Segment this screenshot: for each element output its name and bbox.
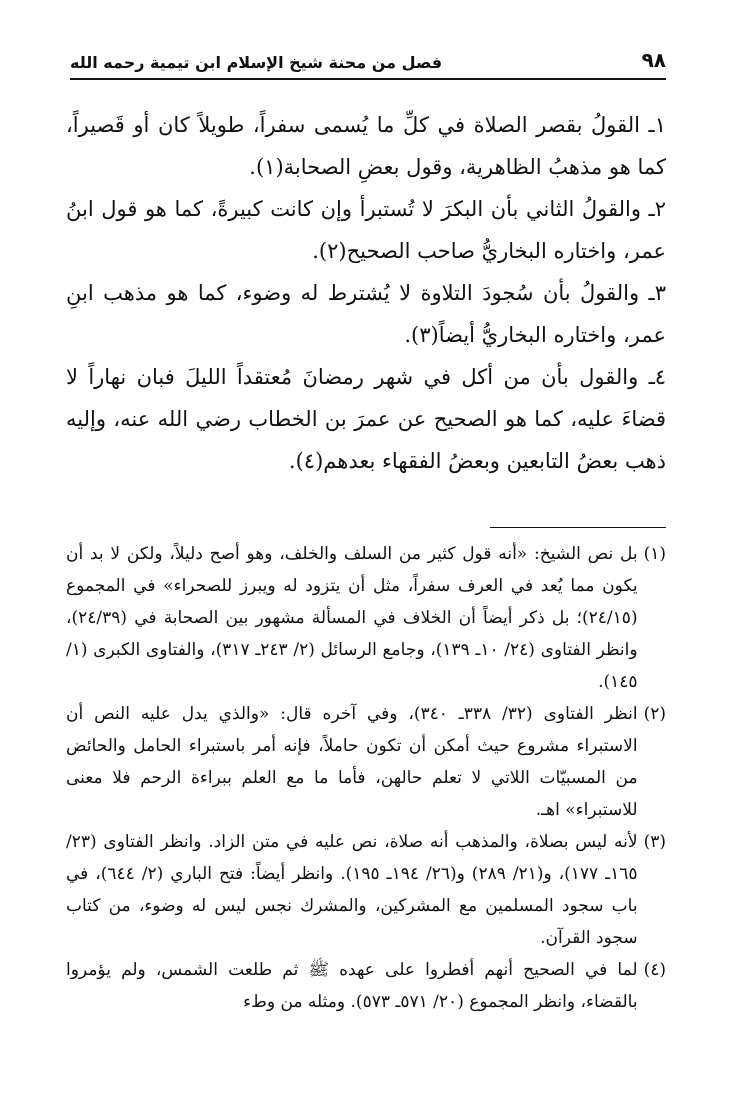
paragraph: ٣ـ والقولُ بأن سُجودَ التلاوة لا يُشترط له وضوء، كما هو مذهب ابنِ عمر، واختاره البخاريُّ أيضاً(٣). <box>66 281 666 347</box>
footnote <box>66 698 666 826</box>
footnote-text: لأنه ليس بصلاة، والمذهب أنه صلاة، نص عليه في متن الزاد. وانظر الفتاوى (٢٣/ ١٦٥ـ ١٧٧)، و(٢١/ ٢٨٩) و(٢٦/ ١٩٤ـ ١٩٥). وانظر أيضاً: فتح الباري (٢/ ٦٤٤)، في باب سجود المسلمين مع المشركين، والمشرك نجس ليس له وضوء، من كتاب سجود القرآن. <box>66 832 638 948</box>
footnote-text: انظر الفتاوى (٣٢/ ٣٣٨ـ ٣٤٠)، وفي آخره قال: «والذي يدل عليه النص أن الاستبراء مشروع حيث أمكن أن تكون حاملاً، فإنه أمر باستبراء الحامل والحائض من المسبيّات اللاتي لا تعلم حالهن، فأما ما مع العلم ببراءة الرحم فلا معنى للاستبراء» اهـ. <box>66 704 638 820</box>
footnote-text: لما في الصحيح أنهم أفطروا على عهده ﷺ ثم طلعت الشمس، ولم يؤمروا بالقضاء، وانظر المجموع (٢٠/ ٥٧١ـ ٥٧٣). ومثله من وطء <box>66 960 638 1012</box>
footnote <box>66 954 666 1018</box>
page-number: ٩٨ <box>641 48 666 72</box>
footnote-number: (٢) <box>643 704 666 724</box>
paragraph: ٢ـ والقولُ الثاني بأن البكرَ لا تُستبرأ وإن كانت كبيرةً، كما هو قول ابنُ عمر، واختاره البخاريُّ صاحب الصحيح(٢). <box>66 197 666 263</box>
footnote <box>66 826 666 954</box>
main-text <box>66 104 666 482</box>
header-rule <box>70 78 666 80</box>
footnote-number: (٣) <box>643 832 666 852</box>
footnotes <box>66 538 666 1018</box>
paragraph: ٤ـ والقول بأن من أكل في شهر رمضانَ مُعتقداً الليلَ فبان نهاراً لا قضاءَ عليه، كما هو الصحيح عن عمرَ بن الخطاب رضي الله عنه، وإليه ذهب بعضُ التابعين وبعضُ الفقهاء بعدهم(٤). <box>66 365 666 473</box>
footnote-separator <box>490 527 666 528</box>
running-title: فصل من محنة شيخ الإسلام ابن تيمية رحمه الله <box>70 53 443 72</box>
paragraph: ١ـ القولُ بقصر الصلاة في كلِّ ما يُسمى سفراً، طويلاً كان أو قَصيراً، كما هو مذهبُ الظاهرية، وقول بعضِ الصحابة(١). <box>66 113 666 179</box>
footnote-number: (١) <box>643 544 666 564</box>
footnote-number: (٤) <box>643 960 666 980</box>
footnote <box>66 538 666 698</box>
footnote-text: بل نص الشيخ: «أنه قول كثير من السلف والخلف، وهو أصح دليلاً، ولكن لا بد أن يكون مما يُعد في العرف سفراً، مثل أن يتزود له ويبرز للصحراء» في المجموع (٢٤/١٥)؛ بل ذكر أيضاً أن الخلاف في المسألة مشهور بين الصحابة في (٢٤/٣٩)، وانظر الفتاوى (٢٤/ ١٠ـ ١٣٩)، وجامع الرسائل (٢/ ٢٤٣ـ ٣١٧)، والفتاوى الكبرى (١/ ١٤٥). <box>66 544 638 692</box>
page-header <box>70 40 666 72</box>
